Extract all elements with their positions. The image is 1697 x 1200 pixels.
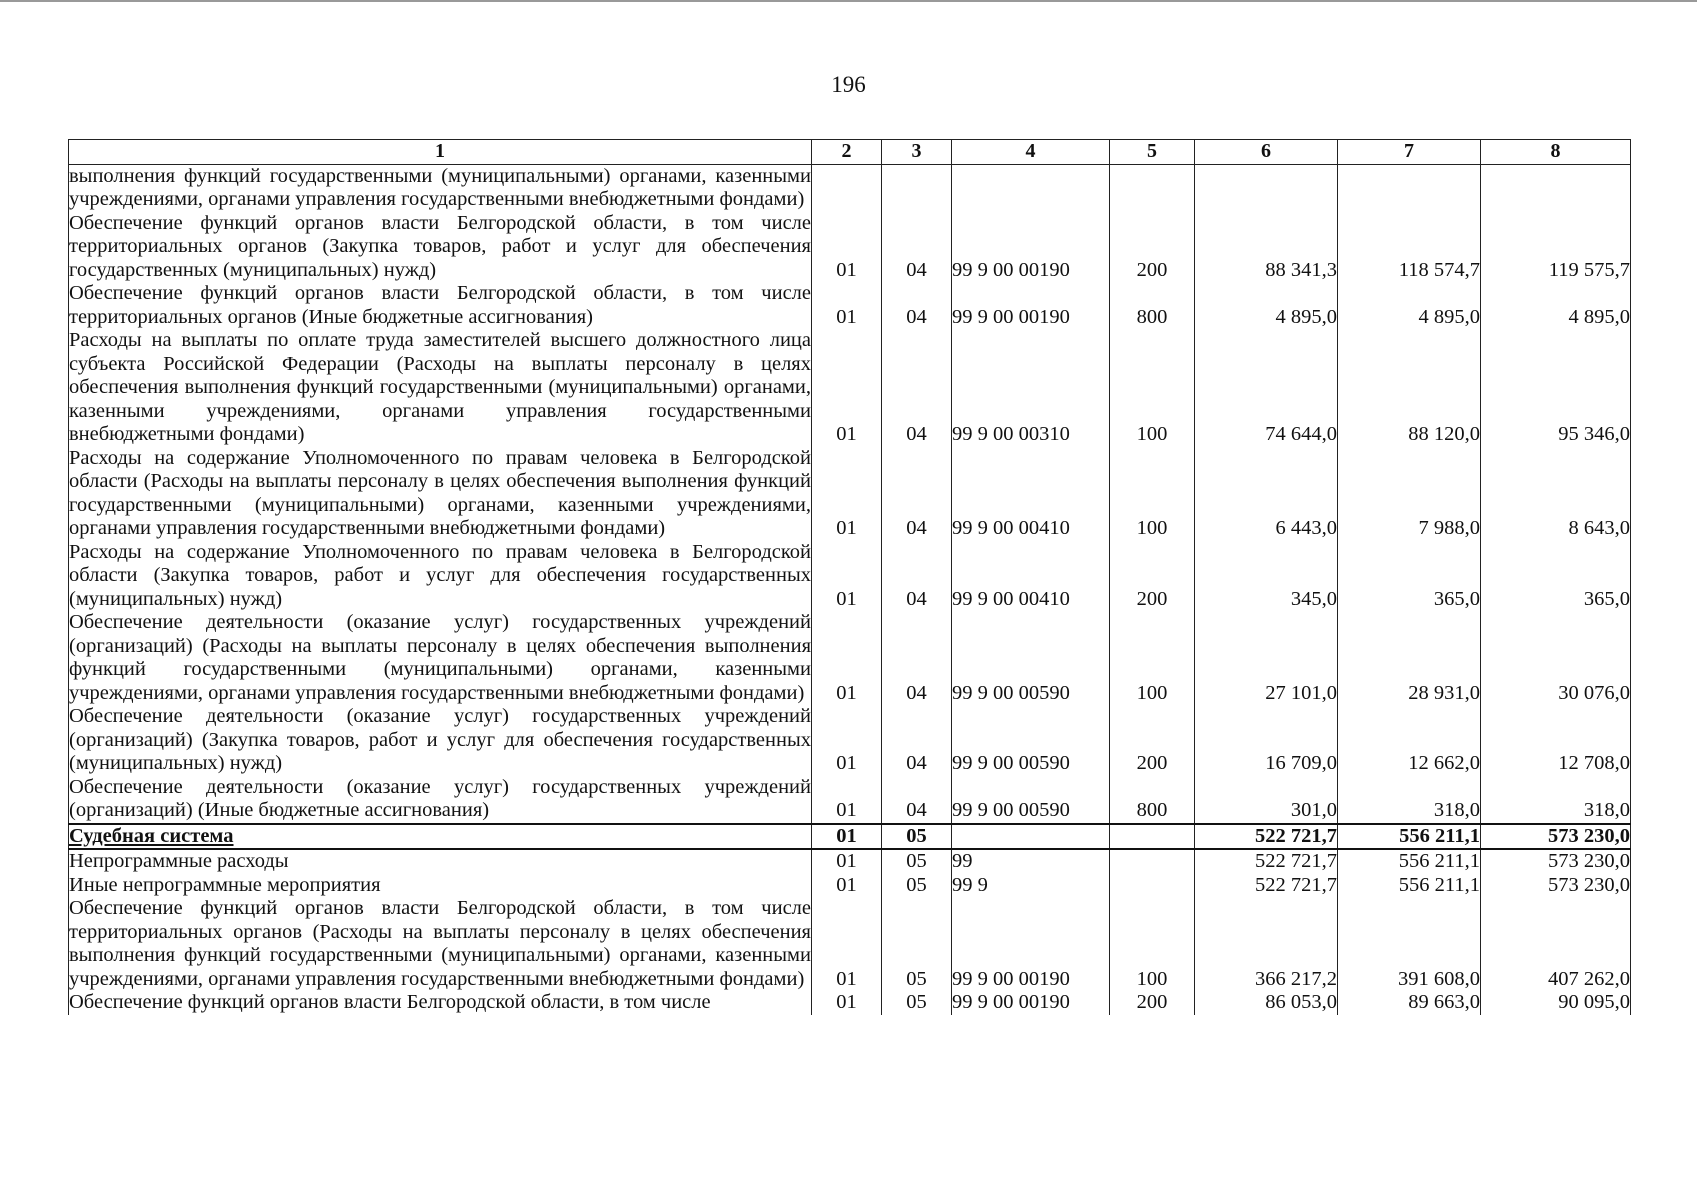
column-header: 6 (1195, 140, 1338, 165)
cell-amount-year2 (1338, 164, 1481, 212)
row-description: выполнения функций государственными (муниципальными) органами, казенными учреждениями, органами управления государственными внебюджетными фондами) (69, 164, 811, 210)
cell-amount-year2: 28 931,0 (1338, 611, 1481, 705)
cell-amount-year3: 365,0 (1481, 541, 1631, 612)
table-row (69, 611, 1631, 705)
cell-section (812, 164, 882, 212)
cell-amount-year3: 573 230,0 (1481, 824, 1631, 850)
cell-expense-type: 800 (1110, 776, 1195, 824)
cell-subsection (882, 164, 952, 212)
cell-amount-year3: 30 076,0 (1481, 611, 1631, 705)
cell-amount-year1: 301,0 (1195, 776, 1338, 824)
cell-subsection: 05 (882, 897, 952, 991)
row-description: Судебная система (69, 824, 812, 850)
cell-section: 01 (812, 611, 882, 705)
scan-top-edge (0, 0, 1697, 2)
cell-amount-year1: 4 895,0 (1195, 282, 1338, 329)
table-row (69, 874, 1631, 898)
column-header: 1 (69, 140, 812, 165)
cell-target-article: 99 9 00 00590 (952, 611, 1110, 705)
cell-amount-year3: 4 895,0 (1481, 282, 1631, 329)
table-row (69, 897, 1631, 991)
cell-subsection: 04 (882, 541, 952, 612)
column-header: 5 (1110, 140, 1195, 165)
cell-amount-year2: 365,0 (1338, 541, 1481, 612)
cell-expense-type: 200 (1110, 705, 1195, 776)
cell-expense-type (1110, 824, 1195, 850)
row-description: Обеспечение функций органов власти Белгородской области, в том числе территориальных органов (Иные бюджетные ассигнования) (69, 282, 811, 328)
table-body (69, 164, 1631, 1015)
cell-section: 01 (812, 447, 882, 541)
cell-expense-type: 100 (1110, 329, 1195, 447)
cell-amount-year1: 27 101,0 (1195, 611, 1338, 705)
cell-subsection: 05 (882, 824, 952, 850)
cell-subsection: 04 (882, 282, 952, 329)
cell-amount-year3: 95 346,0 (1481, 329, 1631, 447)
cell-target-article: 99 9 00 00190 (952, 212, 1110, 283)
row-description: Обеспечение деятельности (оказание услуг) государственных учреждений (организаций) (Расходы на выплаты персоналу в целях обеспечения выполнения функций государственными (муниципальными) органами, казенными учреждениями, органами управления государственными внебюджетными фондами) (69, 611, 811, 704)
table-row (69, 849, 1631, 874)
cell-amount-year1: 522 721,7 (1195, 874, 1338, 898)
cell-target-article (952, 824, 1110, 850)
column-header: 8 (1481, 140, 1631, 165)
cell-subsection: 04 (882, 212, 952, 283)
cell-section: 01 (812, 991, 882, 1015)
cell-expense-type: 100 (1110, 897, 1195, 991)
cell-subsection: 04 (882, 705, 952, 776)
cell-amount-year3: 573 230,0 (1481, 874, 1631, 898)
cell-expense-type: 100 (1110, 611, 1195, 705)
row-description: Обеспечение функций органов власти Белгородской области, в том числе территориальных органов (Закупка товаров, работ и услуг для обеспечения государственных (муниципальных) нужд) (69, 211, 811, 281)
cell-target-article: 99 9 00 00310 (952, 329, 1110, 447)
cell-amount-year2: 4 895,0 (1338, 282, 1481, 329)
row-description: Расходы на содержание Уполномоченного по правам человека в Белгородской области (Расходы на выплаты персоналу в целях обеспечения выполнения функций государственными (муниципальными) органами, казенными учреждениями, органами управления государственными внебюджетными фондами) (69, 446, 811, 539)
cell-subsection: 04 (882, 776, 952, 824)
cell-target-article: 99 9 00 00590 (952, 776, 1110, 824)
page-number: 196 (831, 72, 866, 97)
cell-target-article: 99 9 00 00590 (952, 705, 1110, 776)
row-description: Обеспечение деятельности (оказание услуг) государственных учреждений (организаций) (Иные бюджетные ассигнования) (69, 776, 812, 824)
cell-amount-year2: 118 574,7 (1338, 212, 1481, 283)
table-row (69, 705, 1631, 776)
cell-target-article: 99 9 00 00190 (952, 282, 1110, 329)
column-header: 7 (1338, 140, 1481, 165)
cell-amount-year2: 12 662,0 (1338, 705, 1481, 776)
cell-amount-year1: 88 341,3 (1195, 212, 1338, 283)
cell-section: 01 (812, 282, 882, 329)
cell-subsection: 05 (882, 874, 952, 898)
table-row (69, 212, 1631, 283)
cell-target-article: 99 9 00 00190 (952, 897, 1110, 991)
table-row (69, 991, 1631, 1015)
cell-amount-year3: 318,0 (1481, 776, 1631, 824)
cell-amount-year3: 119 575,7 (1481, 212, 1631, 283)
cell-amount-year3: 90 095,0 (1481, 991, 1631, 1015)
row-description: Иные непрограммные мероприятия (69, 874, 812, 898)
row-description: Непрограммные расходы (69, 849, 812, 874)
cell-amount-year3: 573 230,0 (1481, 849, 1631, 874)
cell-target-article: 99 9 (952, 874, 1110, 898)
cell-section: 01 (812, 212, 882, 283)
cell-expense-type: 200 (1110, 991, 1195, 1015)
cell-section: 01 (812, 849, 882, 874)
row-description: Обеспечение функций органов власти Белгородской области, в том числе территориальных органов (Расходы на выплаты персоналу в целях обеспечения выполнения функций государственными (муниципальными) органами, казенными учреждениями, органами управления государственными внебюджетными фондами) (69, 897, 811, 990)
cell-section: 01 (812, 705, 882, 776)
table-row (69, 447, 1631, 541)
table-row (69, 541, 1631, 612)
cell-amount-year2: 556 211,1 (1338, 849, 1481, 874)
cell-amount-year1: 345,0 (1195, 541, 1338, 612)
cell-amount-year1: 366 217,2 (1195, 897, 1338, 991)
cell-amount-year2: 7 988,0 (1338, 447, 1481, 541)
cell-amount-year1: 16 709,0 (1195, 705, 1338, 776)
cell-section: 01 (812, 874, 882, 898)
cell-target-article (952, 164, 1110, 212)
cell-expense-type (1110, 849, 1195, 874)
cell-section: 01 (812, 897, 882, 991)
cell-section: 01 (812, 776, 882, 824)
cell-amount-year1: 74 644,0 (1195, 329, 1338, 447)
cell-expense-type (1110, 874, 1195, 898)
cell-amount-year2: 89 663,0 (1338, 991, 1481, 1015)
cell-amount-year2: 556 211,1 (1338, 874, 1481, 898)
cell-amount-year2: 88 120,0 (1338, 329, 1481, 447)
cell-target-article: 99 9 00 00190 (952, 991, 1110, 1015)
row-description: Обеспечение функций органов власти Белгородской области, в том числе (69, 991, 812, 1015)
cell-expense-type: 800 (1110, 282, 1195, 329)
column-header: 2 (812, 140, 882, 165)
cell-subsection: 05 (882, 991, 952, 1015)
cell-amount-year2: 318,0 (1338, 776, 1481, 824)
cell-target-article: 99 9 00 00410 (952, 447, 1110, 541)
cell-amount-year1: 522 721,7 (1195, 849, 1338, 874)
table-row (69, 776, 1631, 824)
cell-subsection: 04 (882, 447, 952, 541)
cell-subsection: 04 (882, 611, 952, 705)
cell-section: 01 (812, 329, 882, 447)
cell-target-article: 99 9 00 00410 (952, 541, 1110, 612)
section-row (69, 824, 1631, 850)
cell-expense-type: 200 (1110, 212, 1195, 283)
cell-amount-year3: 8 643,0 (1481, 447, 1631, 541)
cell-amount-year2: 391 608,0 (1338, 897, 1481, 991)
cell-amount-year1: 86 053,0 (1195, 991, 1338, 1015)
table-row (69, 164, 1631, 212)
cell-section: 01 (812, 541, 882, 612)
cell-amount-year3 (1481, 164, 1631, 212)
column-header: 4 (952, 140, 1110, 165)
cell-amount-year1 (1195, 164, 1338, 212)
cell-expense-type: 100 (1110, 447, 1195, 541)
cell-section: 01 (812, 824, 882, 850)
table-header (69, 140, 1631, 165)
row-description: Расходы на содержание Уполномоченного по правам человека в Белгородской области (Закупка товаров, работ и услуг для обеспечения государственных (муниципальных) нужд) (69, 540, 811, 610)
cell-subsection: 05 (882, 849, 952, 874)
table-row (69, 282, 1631, 329)
cell-expense-type (1110, 164, 1195, 212)
cell-subsection: 04 (882, 329, 952, 447)
row-description: Расходы на выплаты по оплате труда заместителей высшего должностного лица субъекта Российской Федерации (Расходы на выплаты персоналу в целях обеспечения выполнения функций государственными (муниципальными) органами, казенными учреждениями, органами управления государственными внебюджетными фондами) (69, 329, 811, 445)
cell-target-article: 99 (952, 849, 1110, 874)
row-description: Обеспечение деятельности (оказание услуг) государственных учреждений (организаций) (Закупка товаров, работ и услуг для обеспечения государственных (муниципальных) нужд) (69, 705, 811, 774)
cell-amount-year2: 556 211,1 (1338, 824, 1481, 850)
column-header: 3 (882, 140, 952, 165)
cell-expense-type: 200 (1110, 541, 1195, 612)
cell-amount-year1: 522 721,7 (1195, 824, 1338, 850)
budget-table (68, 139, 1631, 1015)
cell-amount-year3: 12 708,0 (1481, 705, 1631, 776)
cell-amount-year1: 6 443,0 (1195, 447, 1338, 541)
cell-amount-year3: 407 262,0 (1481, 897, 1631, 991)
table-row (69, 329, 1631, 447)
